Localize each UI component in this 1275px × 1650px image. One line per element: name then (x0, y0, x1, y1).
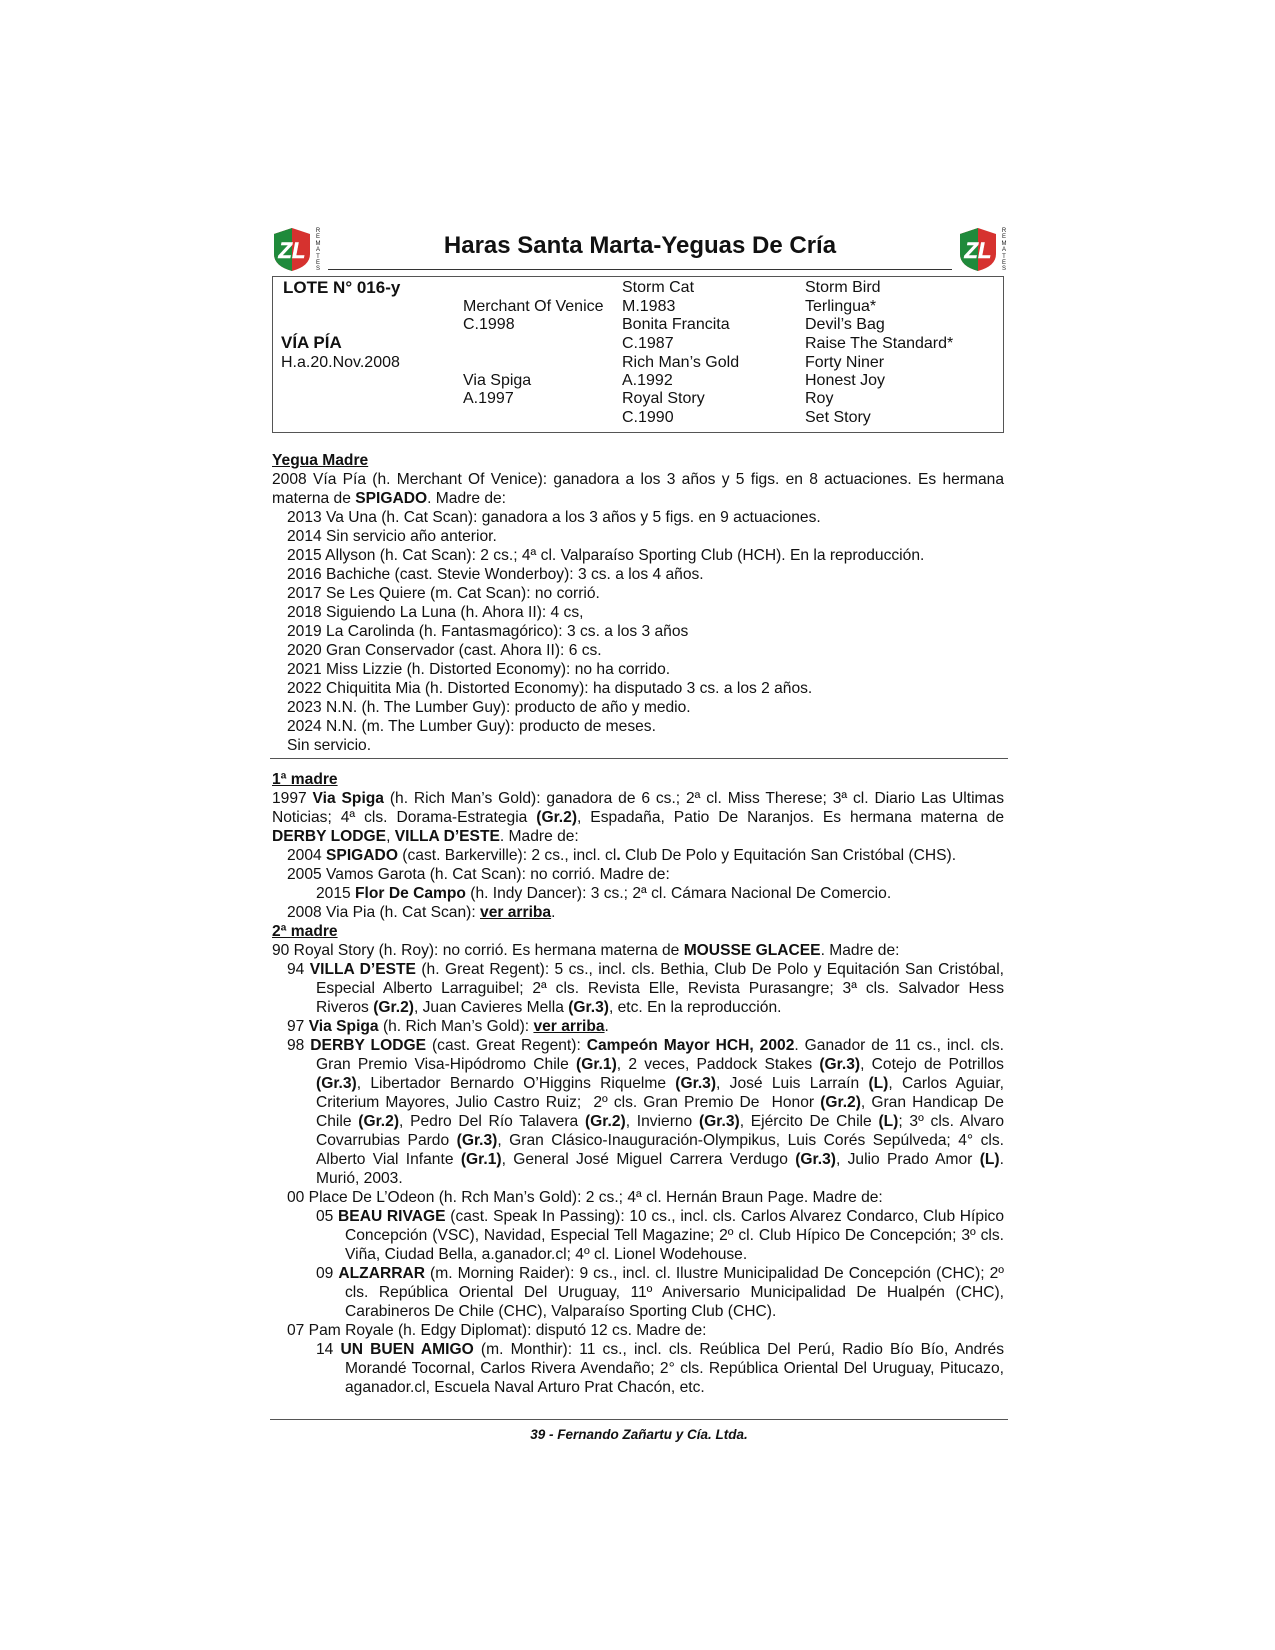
pedigree-table (272, 276, 1004, 433)
page-header (270, 226, 1010, 276)
produce-line: 2024 N.N. (m. The Lumber Guy): producto de meses. (287, 718, 656, 735)
produce-line: 2023 N.N. (h. The Lumber Guy): producto de año y medio. (287, 699, 691, 716)
grandsire-1-year: M.1983 (622, 298, 676, 315)
grandsire-2: Rich Man’s Gold (622, 354, 740, 371)
granddam-1: Bonita Francita (622, 316, 730, 333)
dam-year: A.1997 (463, 390, 514, 407)
section-divider (270, 758, 1008, 759)
produce-line: 2022 Chiquitita Mia (h. Distorted Economy): ha disputado 3 cs. a los 2 años. (287, 680, 813, 697)
produce-line: 2021 Miss Lizzie (h. Distorted Economy): no ha corrido. (287, 661, 671, 678)
family-entry: 1997 Via Spiga (h. Rich Man’s Gold): ganadora de 6 cs.; 2ª cl. Miss Therese; 3ª cl. Diario Las Ultimas Noticias; 4ª cls. Dorama-Estrategia (Gr.2), Espadaña, Patio De Naranjos. Es hermana materna de DERBY LODGE, VILLA D’ESTE. Madre de: (272, 790, 1004, 845)
ancestor-3: Devil’s Bag (805, 316, 885, 333)
family-entry: 2004 SPIGADO (cast. Barkerville): 2 cs., incl. cl. Club De Polo y Equitación San Cristóbal (CHS). (287, 847, 957, 864)
granddam-2-year: C.1990 (622, 409, 674, 426)
family-entry: 00 Place De L’Odeon (h. Rch Man’s Gold): 2 cs.; 4ª cl. Hernán Braun Page. Madre de: (287, 1189, 883, 1206)
granddam-2: Royal Story (622, 390, 705, 407)
ancestor-8: Set Story (805, 409, 871, 426)
ancestor-7: Roy (805, 390, 834, 407)
page-footer: 39 - Fernando Zañartu y Cía. Ltda. (530, 1427, 748, 1442)
lot-number: LOTE N° 016-y (283, 278, 401, 297)
grandsire-2-year: A.1992 (622, 372, 673, 389)
produce-line: 2016 Bachiche (cast. Stevie Wonderboy): 3 cs. a los 4 años. (287, 566, 704, 583)
family-entry: 2005 Vamos Garota (h. Cat Scan): no corrió. Madre de: (287, 866, 670, 883)
page-title: Haras Santa Marta-Yeguas De Cría (443, 232, 837, 259)
family-entry: 97 Via Spiga (h. Rich Man’s Gold): ver arriba. (287, 1018, 609, 1035)
produce-line: 2020 Gran Conservador (cast. Ahora II): 6 cs. (287, 642, 602, 659)
ancestor-4: Raise The Standard* (805, 335, 954, 352)
produce-line: 2018 Siguiendo La Luna (h. Ahora II): 4 cs, (287, 604, 584, 621)
family-entry: 2015 Flor De Campo (h. Indy Dancer): 3 cs.; 2ª cl. Cámara Nacional De Comercio. (316, 885, 892, 902)
produce-line: 2014 Sin servicio año anterior. (287, 528, 497, 545)
sire-year: C.1998 (463, 316, 515, 333)
ancestor-6: Honest Joy (805, 372, 886, 389)
produce-line: Sin servicio. (287, 737, 372, 754)
section-heading: 1ª madre (272, 771, 338, 788)
horse-birth: H.a.20.Nov.2008 (281, 354, 400, 371)
family-entry: 2008 Via Pia (h. Cat Scan): ver arriba. (287, 904, 556, 921)
section-heading: Yegua Madre (272, 452, 369, 469)
family-entry: 05 BEAU RIVAGE (cast. Speak In Passing): 10 cs., incl. cls. Carlos Alvarez Condarco, Club Hípico Concepción (VSC), Navidad, Especial Tell Magazine; 2º cl. Club Hípico De Concepción; 3º cls. Viña, Ciudad Bella, a.ganador.cl; 4º cl. Lionel Wodehouse. (316, 1208, 1004, 1263)
family-entry: 14 UN BUEN AMIGO (m. Monthir): 11 cs., incl. cls. Reública Del Perú, Radio Bío Bío, Andrés Morandé Tocornal, Carlos Rivera Avendaño; 2° cls. República Oriental Del Uruguay, Pitucazo, aganador.cl, Escuela Naval Arturo Prat Chacón, etc. (316, 1341, 1004, 1396)
sire-name: Merchant Of Venice (463, 298, 604, 315)
zl-remates-logo-icon (270, 226, 324, 272)
section-heading: 2ª madre (272, 923, 338, 940)
svg-text:ZL: ZL (278, 238, 306, 263)
svg-text:ZL: ZL (964, 238, 992, 263)
grandsire-1: Storm Cat (622, 279, 695, 296)
family-entry: 90 Royal Story (h. Roy): no corrió. Es hermana materna de MOUSSE GLACEE. Madre de: (272, 942, 900, 959)
family-entry: 98 DERBY LODGE (cast. Great Regent): Campeón Mayor HCH, 2002. Ganador de 11 cs., incl. cls. Gran Premio Visa-Hipódromo Chile (Gr.1), 2 veces, Paddock Stakes (Gr.3), Cotejo de Potrillos (Gr.3), Libertador Bernardo O’Higgins Riquelme (Gr.3), José Luis Larraín (L), Carlos Aguiar, Criterium Mayores, Julio Castro Ruiz; 2º cls. Gran Premio De Honor (Gr.2), Gran Handicap De Chile (Gr.2), Pedro Del Río Talavera (Gr.2), Invierno (Gr.3), Ejército De Chile (L); 3º cls. Alvaro Covarrubias Pardo (Gr.3), Gran Clásico-Inauguración-Olympikus, Luis Corés Sepúlveda; 4° cls. Alberto Vial Infante (Gr.1), General José Miguel Carrera Verdugo (Gr.3), Julio Prado Amor (L). Murió, 2003. (287, 1037, 1004, 1187)
segunda-madre-section (272, 922, 1004, 1397)
zl-remates-logo-icon (956, 226, 1010, 272)
horse-name: VÍA PÍA (281, 333, 342, 352)
yegua-madre-section (272, 451, 1004, 755)
ancestor-5: Forty Niner (805, 354, 885, 371)
ancestor-2: Terlingua* (805, 298, 877, 315)
granddam-1-year: C.1987 (622, 335, 674, 352)
family-entry: 94 VILLA D’ESTE (h. Great Regent): 5 cs., incl. cls. Bethia, Club De Polo y Equitación San Cristóbal, Especial Alberto Larraguibel; 2ª cls. Revista Elle, Revista Purasangre; 3ª cls. Salvador Hess Riveros (Gr.2), Juan Cavieres Mella (Gr.3), etc. En la reproducción. (287, 961, 1004, 1016)
ancestor-1: Storm Bird (805, 279, 881, 296)
primera-madre-section (272, 770, 1004, 922)
family-entry: 07 Pam Royale (h. Edgy Diplomat): disputó 12 cs. Madre de: (287, 1322, 707, 1339)
title-underline (328, 269, 952, 270)
produce-line: 2013 Va Una (h. Cat Scan): ganadora a los 3 años y 5 figs. en 9 actuaciones. (287, 509, 821, 526)
family-entry: 09 ALZARRAR (m. Morning Raider): 9 cs., incl. cl. Ilustre Municipalidad De Concepción (CHC); 2º cls. República Oriental Del Uruguay, 11º Aniversario Municipalidad De Hualpén (CHC), Carabineros De Chile (CHC), Valparaíso Sporting Club (CHC). (316, 1265, 1004, 1320)
produce-line: 2015 Allyson (h. Cat Scan): 2 cs.; 4ª cl. Valparaíso Sporting Club (HCH). En la reproducción. (287, 547, 925, 564)
dam-name: Via Spiga (463, 372, 532, 389)
footer-divider (270, 1419, 1008, 1420)
logo-letters: R E M A T E S (315, 228, 321, 273)
logo-letters: R E M A T E S (1001, 228, 1007, 273)
dam-summary: 2008 Vía Pía (h. Merchant Of Venice): ganadora a los 3 años y 5 figs. en 8 actuaciones. Es hermana materna de SPIGADO. Madre de: (272, 471, 1004, 507)
produce-line: 2017 Se Les Quiere (m. Cat Scan): no corrió. (287, 585, 600, 602)
produce-line: 2019 La Carolinda (h. Fantasmagórico): 3 cs. a los 3 años (287, 623, 689, 640)
